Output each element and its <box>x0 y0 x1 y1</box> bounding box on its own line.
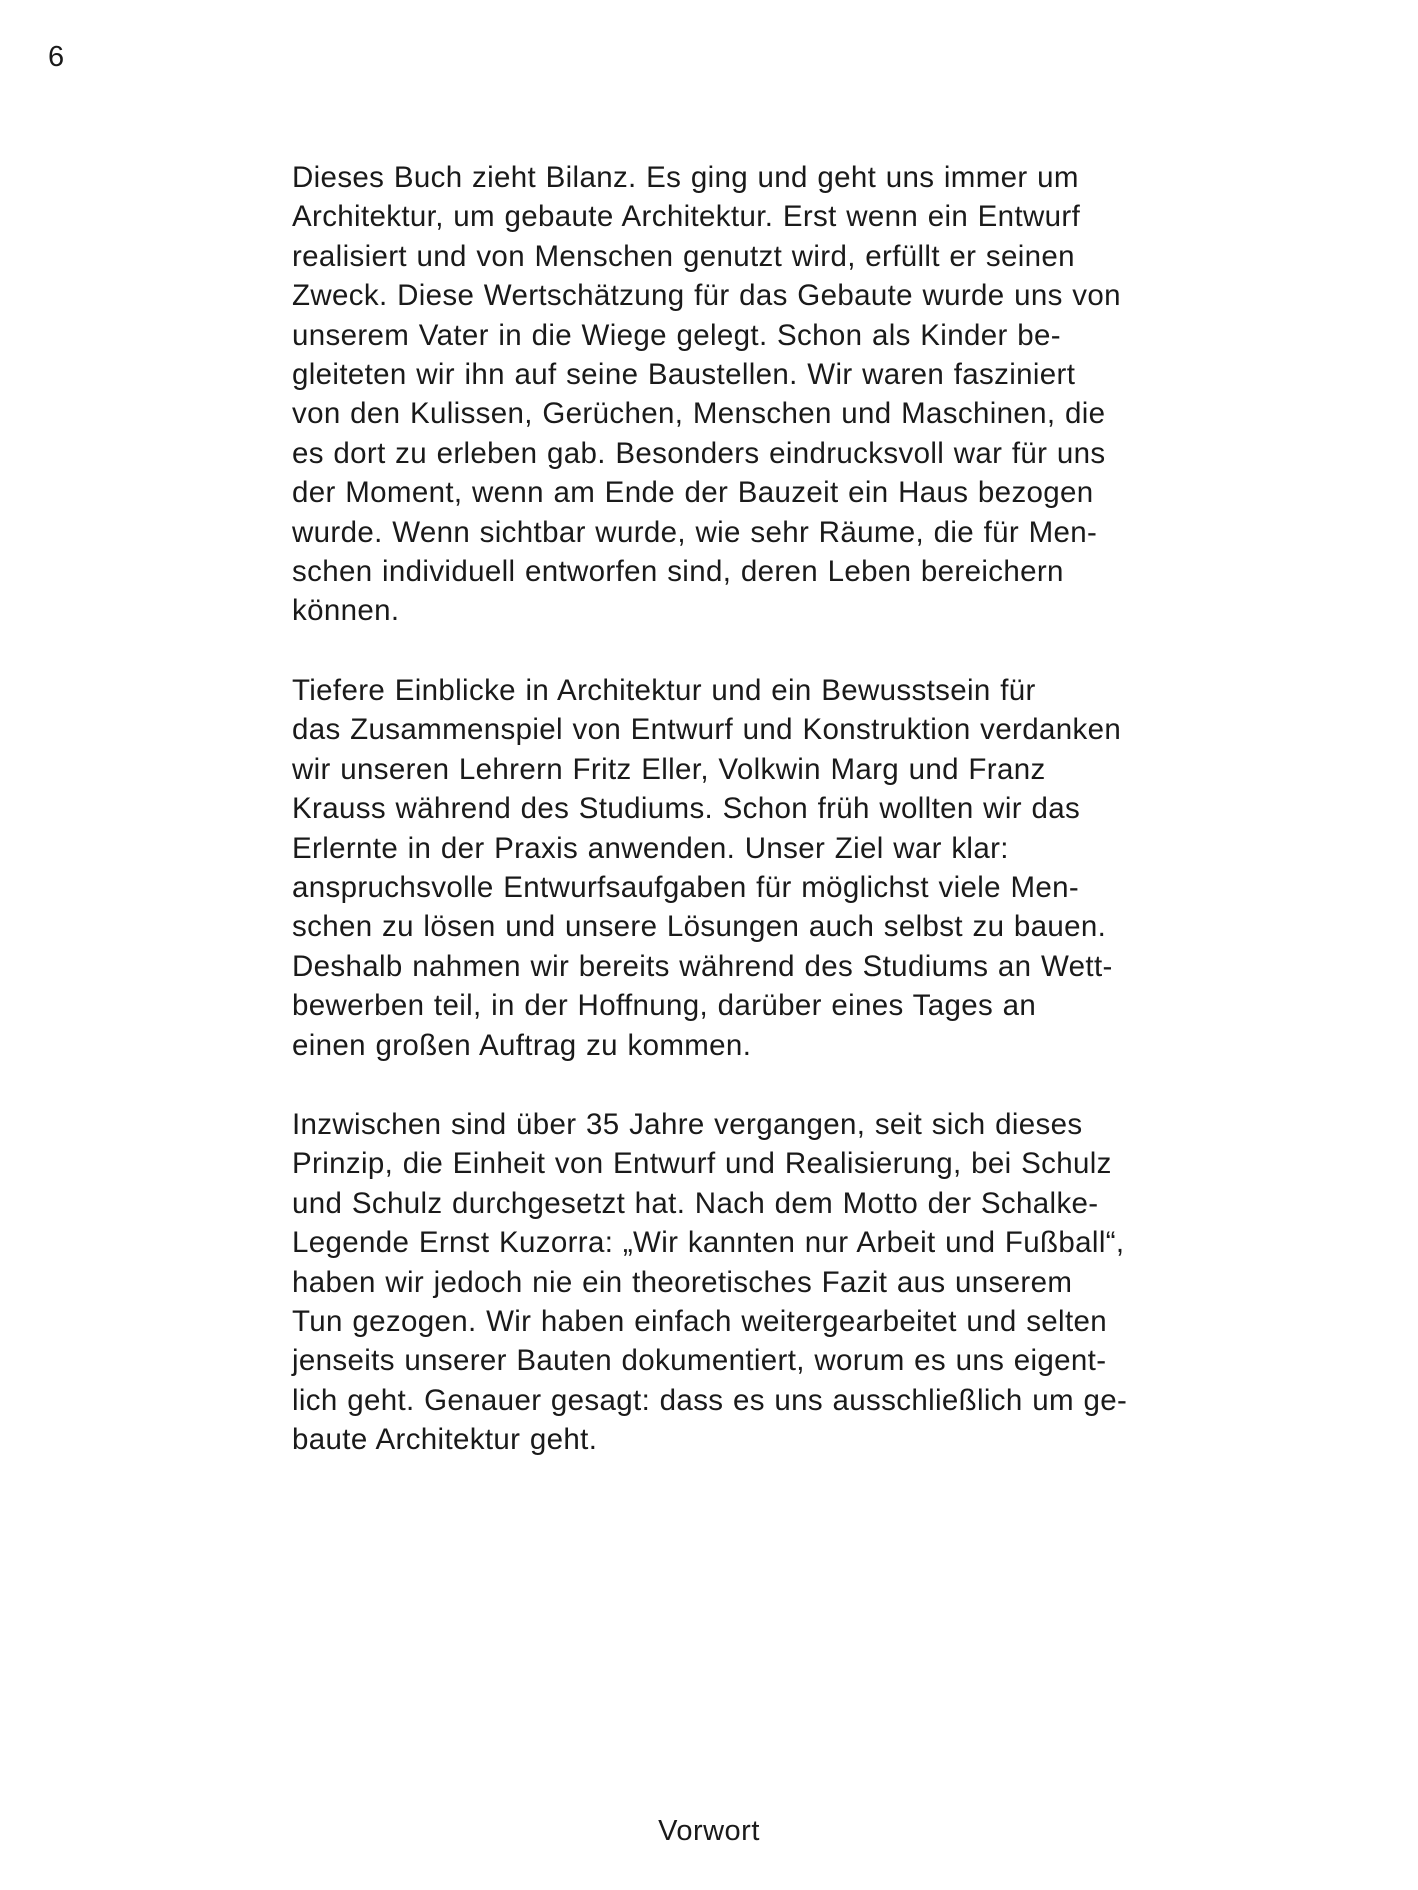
paragraph-3 <box>292 1105 1252 1460</box>
text-line: das Zusammenspiel von Entwurf und Konstruktion verdanken <box>292 713 1122 747</box>
text-line: bewerben teil, in der Hoffnung, darüber eines Tages an <box>292 989 1037 1023</box>
footer-title: Vorwort <box>658 1815 760 1847</box>
text-line: der Moment, wenn am Ende der Bauzeit ein Haus bezogen <box>292 476 1094 510</box>
text-line: Prinzip, die Einheit von Entwurf und Realisierung, bei Schulz <box>292 1147 1112 1181</box>
paragraph-2 <box>292 671 1252 1065</box>
text-line: Dieses Buch zieht Bilanz. Es ging und geht uns immer um <box>292 161 1079 194</box>
text-line: anspruchsvolle Entwurfsaufgaben für möglichst viele Men- <box>292 870 1080 904</box>
text-line: Architektur, um gebaute Architektur. Erst wenn ein Entwurf <box>292 200 1081 234</box>
text-line: Tiefere Einblicke in Architektur und ein Bewusstsein für <box>292 673 1036 707</box>
text-line: schen individuell entworfen sind, deren Leben bereichern <box>292 555 1064 589</box>
text-line: Inzwischen sind über 35 Jahre vergangen, seit sich dieses <box>292 1107 1083 1141</box>
text-line: Legende Ernst Kuzorra: „Wir kannten nur Arbeit und Fußball“, <box>292 1226 1125 1260</box>
text-line: haben wir jedoch nie ein theoretisches Fazit aus unserem <box>292 1265 1073 1299</box>
text-line: Erlernte in der Praxis anwenden. Unser Ziel war klar: <box>292 831 1009 865</box>
page-number: 6 <box>48 41 65 73</box>
text-line: es dort zu erleben gab. Besonders eindrucksvoll war für uns <box>292 436 1106 470</box>
text-line: einen großen Auftrag zu kommen. <box>292 1028 752 1062</box>
text-line: realisiert und von Menschen genutzt wird, erfüllt er seinen <box>292 239 1075 273</box>
text-line: Krauss während des Studiums. Schon früh wollten wir das <box>292 792 1081 826</box>
text-line: wir unseren Lehrern Fritz Eller, Volkwin Marg und Franz <box>292 752 1046 786</box>
text-line: Zweck. Diese Wertschätzung für das Gebaute wurde uns von <box>292 279 1121 313</box>
text-line: von den Kulissen, Gerüchen, Menschen und Maschinen, die <box>292 397 1106 431</box>
text-line: unserem Vater in die Wiege gelegt. Schon als Kinder be- <box>292 318 1061 352</box>
text-line: schen zu lösen und unsere Lösungen auch selbst zu bauen. <box>292 910 1107 944</box>
text-line: können. <box>292 594 400 628</box>
text-line: gleiteten wir ihn auf seine Baustellen. Wir waren fasziniert <box>292 358 1076 392</box>
paragraph-1 <box>292 158 1252 631</box>
text-line: jenseits unserer Bauten dokumentiert, worum es uns eigent- <box>292 1344 1107 1378</box>
body-text <box>292 158 1252 1460</box>
text-line: und Schulz durchgesetzt hat. Nach dem Motto der Schalke- <box>292 1186 1099 1220</box>
text-line: lich geht. Genauer gesagt: dass es uns ausschließlich um ge- <box>292 1383 1128 1417</box>
text-line: wurde. Wenn sichtbar wurde, wie sehr Räume, die für Men- <box>292 515 1098 549</box>
text-line: baute Architektur geht. <box>292 1423 598 1457</box>
text-line: Tun gezogen. Wir haben einfach weitergearbeitet und selten <box>292 1304 1108 1338</box>
text-line: Deshalb nahmen wir bereits während des Studiums an Wett- <box>292 949 1113 983</box>
